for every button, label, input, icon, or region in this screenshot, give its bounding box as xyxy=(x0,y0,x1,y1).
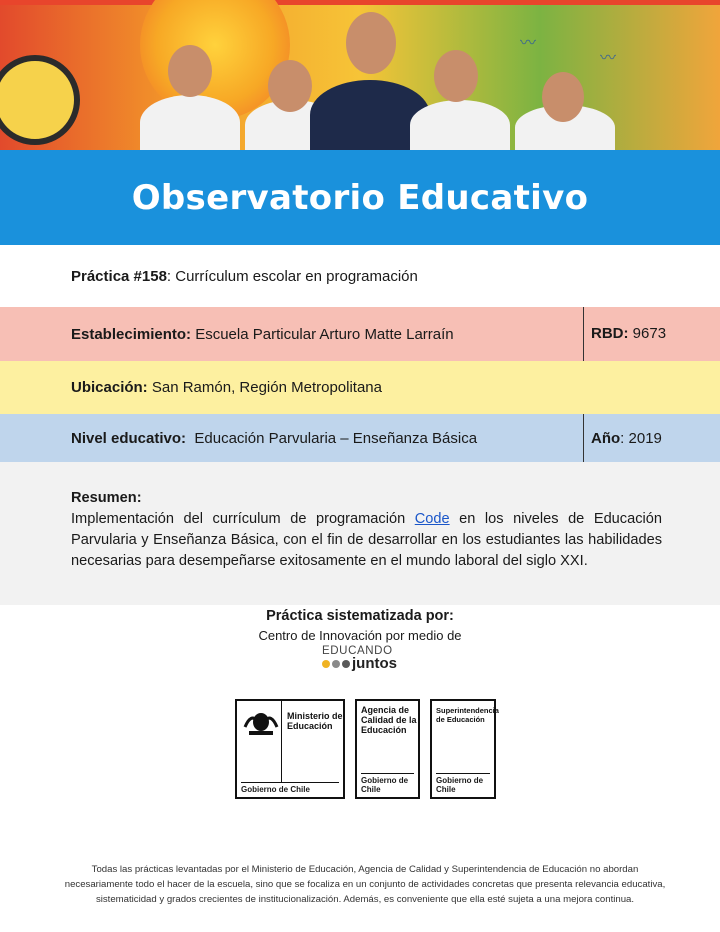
ministerio-logo xyxy=(235,699,345,799)
student-head xyxy=(434,50,478,102)
student-figure xyxy=(410,100,510,150)
nivel-value: Educación Parvularia – Enseñanza Básica xyxy=(186,429,478,447)
superintendencia-name: Superintendencia de Educación xyxy=(436,706,499,724)
agencia-logo xyxy=(355,699,420,799)
anio-label: Año xyxy=(591,429,621,447)
resumen-text-start: Implementación del currículum de programación xyxy=(71,511,415,527)
student-head xyxy=(268,60,312,112)
anio-value: : 2019 xyxy=(620,429,662,447)
educando-juntos-logo xyxy=(322,645,402,672)
establecimiento-row xyxy=(0,307,720,361)
logo-dot-icon xyxy=(342,660,350,668)
rbd-value: 9673 xyxy=(628,325,667,342)
superintendencia-logo xyxy=(430,699,499,799)
ubicacion-label: Ubicación: xyxy=(71,379,148,396)
code-link[interactable]: Code xyxy=(414,511,450,527)
teacher-head xyxy=(346,12,396,74)
practica-label: Práctica #158 xyxy=(71,267,167,285)
ministerio-name: Ministerio de Educación xyxy=(287,711,343,731)
ubicacion-value: San Ramón, Región Metropolitana xyxy=(147,379,382,396)
logo-dot-icon xyxy=(332,660,340,668)
title-band xyxy=(0,150,720,245)
resumen-text-end: en los niveles de Educación Parvularia y Enseñanza Básica, con el fin de desarrollar en los estudiantes las habilidades necesarias para desempeñarse exitosamente en el mundo laboral del siglo XXI. xyxy=(71,511,662,569)
logo-divider xyxy=(281,701,282,783)
gobierno-label: Gobierno de Chile xyxy=(241,782,339,794)
agencia-name: Agencia de Calidad de la Educación xyxy=(361,705,417,735)
student-figure xyxy=(140,95,240,150)
sistematizada-block xyxy=(0,605,720,643)
resumen-label: Resumen: xyxy=(71,490,142,506)
resumen-section xyxy=(0,462,720,605)
resumen-text xyxy=(71,509,662,572)
sistematizada-title: Práctica sistematizada por: xyxy=(266,608,454,624)
page-title: Observatorio Educativo xyxy=(131,177,589,218)
mural-bird-icon: 〰 xyxy=(600,50,617,67)
ubicacion-row xyxy=(0,361,720,414)
chile-coat-of-arms-icon xyxy=(243,707,279,737)
educando-logo-line1: EDUCANDO xyxy=(322,645,393,657)
footer-disclaimer: Todas las prácticas levantadas por el Ministerio de Educación, Agencia de Calidad y Superintendencia de Educación no abordan necesariamente todo el hacer de la escuela, sino que se focaliza en un conjunto de actividades concretas que presenta relevancia educativa, sistematicidad y grados crecientes de institucionalización. Además, es conveniente que ella esté sujeta a una mejora continua. xyxy=(64,864,666,905)
practica-value: : Currículum escolar en programación xyxy=(166,267,418,285)
mural-bird-icon: 〰 xyxy=(520,35,537,52)
sistematizada-subtitle: Centro de Innovación por medio de xyxy=(258,628,462,643)
establecimiento-label: Establecimiento: xyxy=(71,325,192,343)
student-head xyxy=(168,45,212,97)
rbd-label: RBD: xyxy=(591,325,629,342)
educando-logo-line2 xyxy=(322,655,402,672)
educando-logo-juntos: juntos xyxy=(352,655,397,672)
establecimiento-value: Escuela Particular Arturo Matte Larraín xyxy=(191,325,454,343)
nivel-label: Nivel educativo: xyxy=(71,429,187,447)
logo-dot-icon xyxy=(322,660,330,668)
student-head xyxy=(542,72,584,122)
mural-mascot xyxy=(0,55,80,145)
gobierno-label: Gobierno de Chile xyxy=(436,773,490,794)
hero-photo xyxy=(0,0,720,150)
top-accent-line xyxy=(0,0,720,5)
gobierno-label: Gobierno de Chile xyxy=(361,773,414,794)
practica-row xyxy=(0,245,720,307)
nivel-row xyxy=(0,414,720,462)
